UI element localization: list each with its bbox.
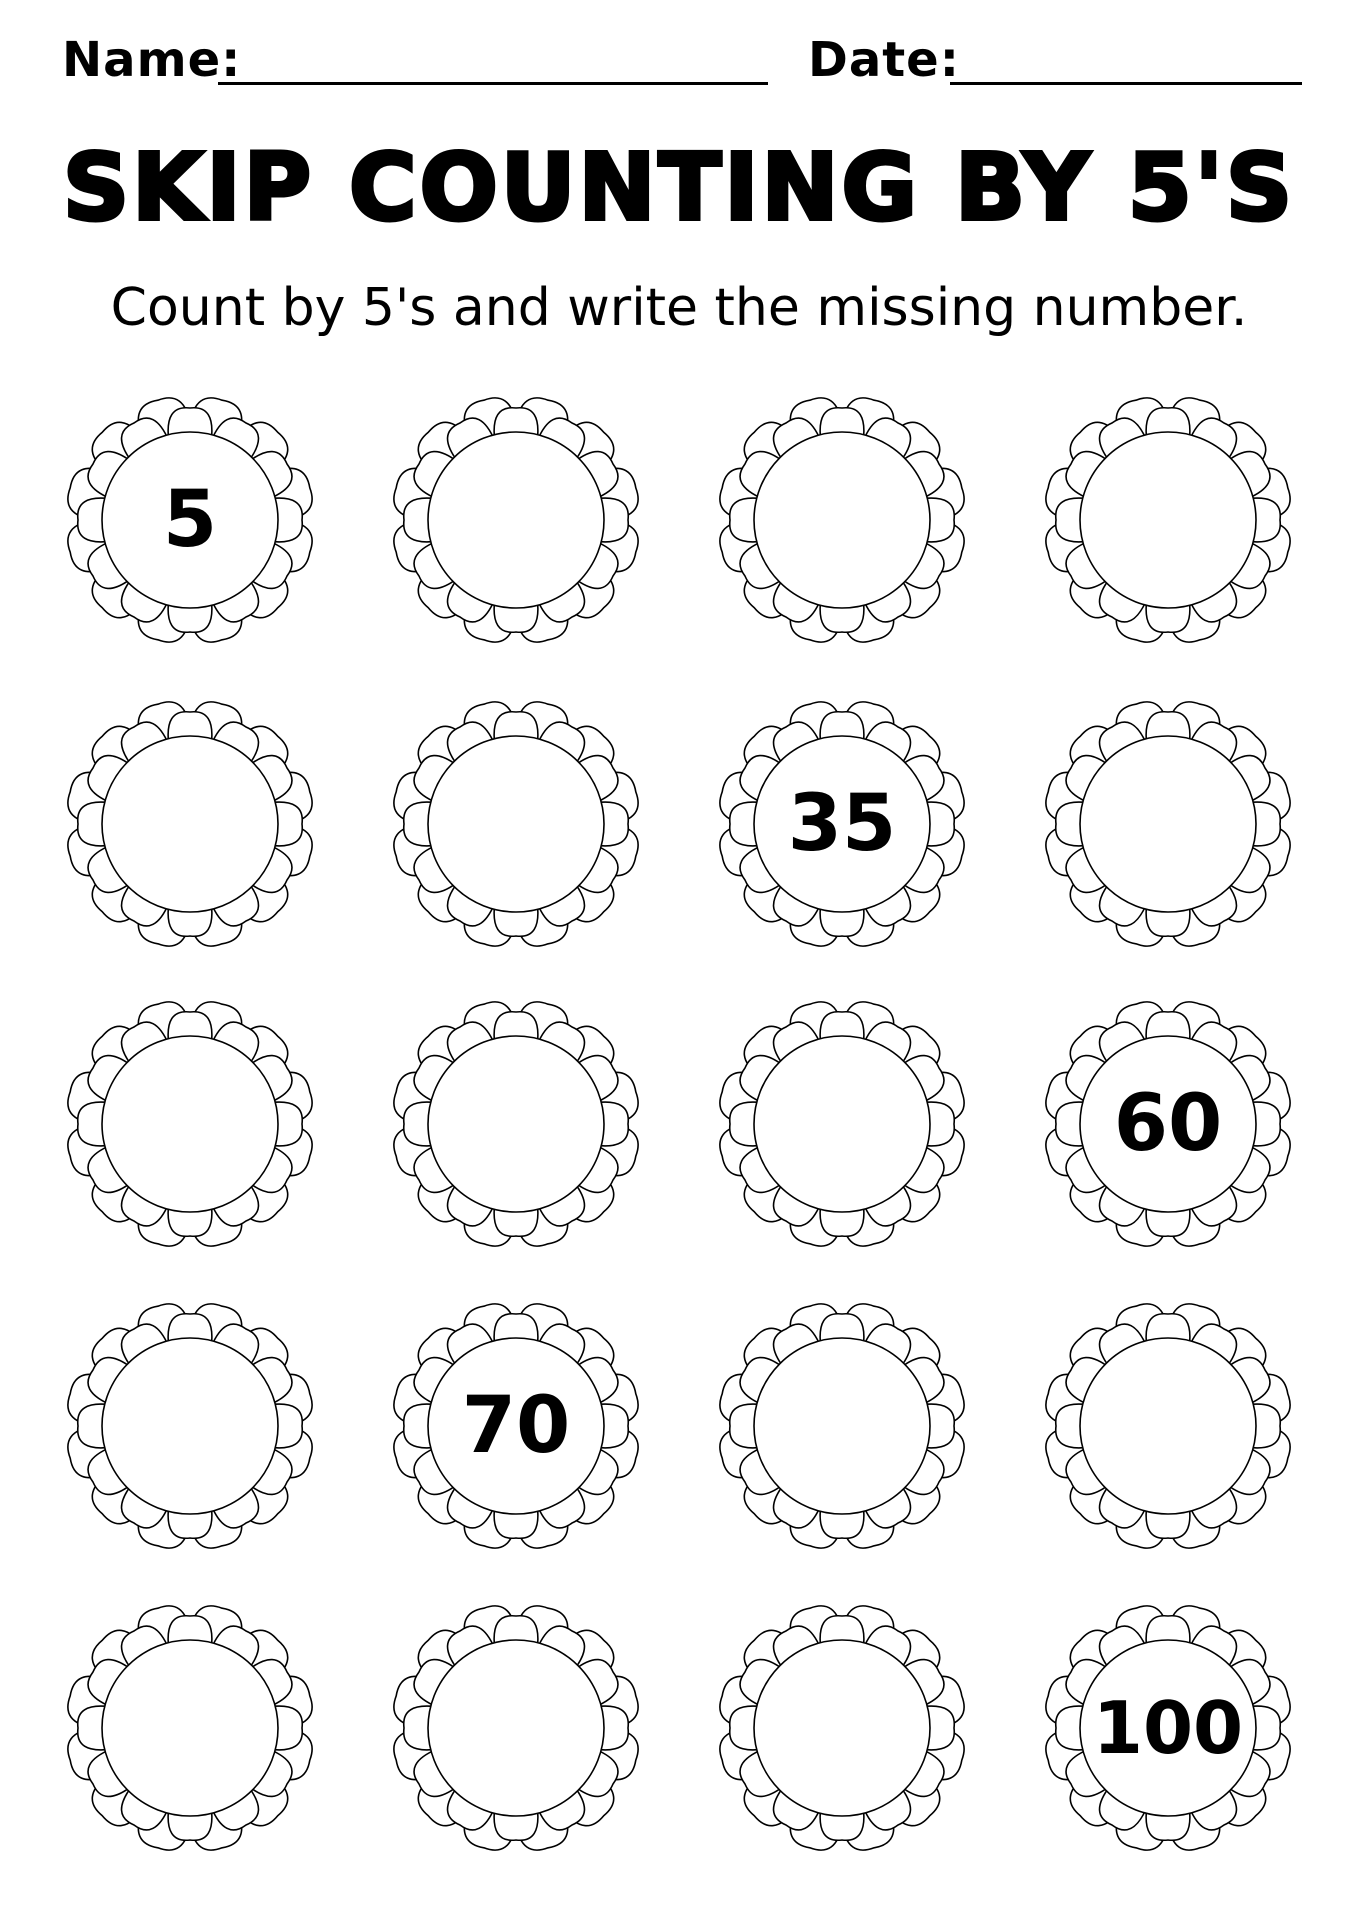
given-number: 5 bbox=[162, 475, 218, 565]
flower-cell[interactable] bbox=[386, 994, 646, 1254]
given-number: 60 bbox=[1113, 1079, 1223, 1169]
name-label: Name: bbox=[62, 32, 242, 88]
answer-blank[interactable] bbox=[386, 390, 646, 650]
page-title: SKIP COUNTING BY 5'S bbox=[62, 134, 1296, 241]
answer-blank[interactable] bbox=[1038, 390, 1298, 650]
flower-cell bbox=[1038, 1598, 1298, 1858]
answer-blank[interactable] bbox=[386, 1598, 646, 1858]
answer-blank[interactable] bbox=[1038, 694, 1298, 954]
flower-cell bbox=[712, 694, 972, 954]
flower-cell[interactable] bbox=[712, 994, 972, 1254]
instruction-text: Count by 5's and write the missing number. bbox=[110, 278, 1248, 338]
answer-blank[interactable] bbox=[60, 694, 320, 954]
flower-cell bbox=[386, 1296, 646, 1556]
name-write-line[interactable] bbox=[218, 82, 768, 85]
given-number: 35 bbox=[787, 779, 897, 869]
answer-blank[interactable] bbox=[386, 694, 646, 954]
date-label: Date: bbox=[808, 32, 960, 88]
flower-cell[interactable] bbox=[712, 1598, 972, 1858]
given-number: 100 bbox=[1092, 1686, 1244, 1770]
answer-blank[interactable] bbox=[712, 390, 972, 650]
answer-blank[interactable] bbox=[386, 994, 646, 1254]
flower-grid bbox=[60, 390, 1298, 1890]
flower-cell[interactable] bbox=[1038, 390, 1298, 650]
answer-blank[interactable] bbox=[60, 1598, 320, 1858]
answer-blank[interactable] bbox=[1038, 1296, 1298, 1556]
flower-cell[interactable] bbox=[60, 694, 320, 954]
answer-blank[interactable] bbox=[60, 1296, 320, 1556]
worksheet-header bbox=[0, 22, 1358, 92]
flower-cell[interactable] bbox=[386, 390, 646, 650]
date-write-line[interactable] bbox=[950, 82, 1302, 85]
answer-blank[interactable] bbox=[712, 1598, 972, 1858]
flower-cell[interactable] bbox=[60, 1598, 320, 1858]
flower-cell bbox=[1038, 994, 1298, 1254]
flower-cell[interactable] bbox=[712, 1296, 972, 1556]
answer-blank[interactable] bbox=[712, 1296, 972, 1556]
flower-cell[interactable] bbox=[60, 1296, 320, 1556]
flower-cell[interactable] bbox=[60, 994, 320, 1254]
flower-cell[interactable] bbox=[1038, 694, 1298, 954]
flower-cell[interactable] bbox=[712, 390, 972, 650]
flower-cell bbox=[60, 390, 320, 650]
flower-cell[interactable] bbox=[386, 1598, 646, 1858]
answer-blank[interactable] bbox=[60, 994, 320, 1254]
given-number: 70 bbox=[461, 1381, 571, 1471]
answer-blank[interactable] bbox=[712, 994, 972, 1254]
flower-cell[interactable] bbox=[1038, 1296, 1298, 1556]
flower-cell[interactable] bbox=[386, 694, 646, 954]
